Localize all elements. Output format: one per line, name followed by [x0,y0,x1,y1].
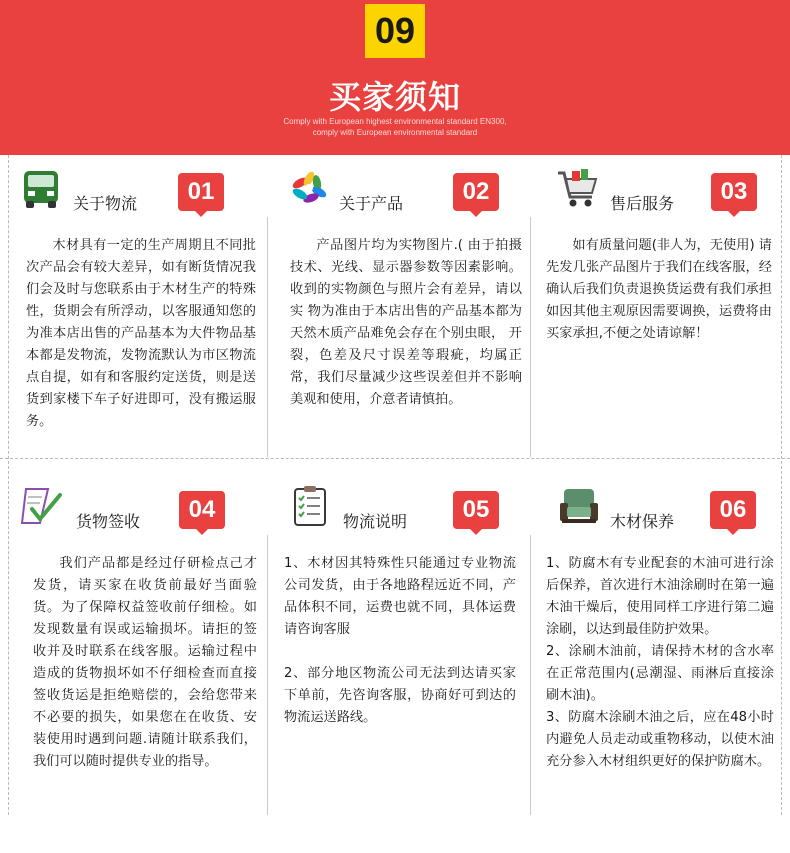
section-title: 关于物流 [73,194,138,213]
header-banner [0,0,790,155]
section-paragraph: 2、涂刷木油前，请保持木材的含水率在正常范围内(忌潮湿、雨淋后直接涂刷木油)。 [546,644,774,703]
armchair-icon [556,483,602,529]
section-receiving [0,473,263,793]
section-number-badge: 09 [365,4,425,58]
section-body [26,235,256,433]
section-title: 物流说明 [343,512,408,531]
section-paragraph: 1、木材因其特殊性只能通过专业物流公司发货，由于各地路程远近不同，产品体积不同，运费也就不同，具体运费请咨询客服 [284,556,516,637]
section-header [0,155,263,217]
section-after-sales [530,155,790,475]
section-body [546,235,772,345]
section-header [0,473,263,535]
clipboard-checklist-icon [287,483,333,529]
section-shipping-notes [267,473,530,793]
color-swatch-icon [285,165,331,211]
section-body [284,553,516,729]
section-number: 02 [453,173,499,211]
section-title: 关于产品 [339,194,404,213]
truck-icon [18,165,64,211]
section-paragraph: 2、部分地区物流公司无法到达请买家下单前，先咨询客服，协商好可到达的物流运送路线。 [284,666,516,725]
section-header [530,155,790,217]
notice-grid [0,155,790,853]
section-paragraph: 3、防腐木涂刷木油之后，应在48小时内避免人员走动或重物移动，以使木油充分参入木材组织更好的保护防腐木。 [546,710,774,769]
subtitle-line: Comply with European highest environmental standard EN300, [283,117,507,126]
section-paragraph: 1、防腐木有专业配套的木油可进行涂后保养，首次进行木油涂刷时在第一遍木油干燥后，使用同样工序进行第二遍涂刷，以达到最佳防护效果。 [546,556,774,637]
section-paragraph: 我们产品都是经过仔研检点己才发货，请买家在收货前最好当面验货。为了保障权益签收前仔细检。如发现数量有误或运输损坏。请拒的签收并及时联系在线客服。运输过程中造成的货物损坏如不仔细检查而直接签收货运是拒绝赔偿的，会给您带来不必要的损失，如果您在在收货、安装使用时遇到问题.请随计联系我们，我们可以随时提供专业的指导。 [33,556,257,769]
section-title: 售后服务 [610,194,675,213]
section-number: 04 [179,491,225,529]
section-number: 06 [710,491,756,529]
section-number: 05 [453,491,499,529]
section-wood-care [530,473,790,793]
section-body [290,235,522,411]
section-number: 01 [178,173,224,211]
section-title: 木材保养 [610,512,675,531]
section-logistics [0,155,263,475]
page-subtitle [0,116,790,138]
shopping-cart-icon [554,165,600,211]
section-header [530,473,790,535]
section-header [267,473,530,535]
section-product [267,155,530,475]
section-body [33,553,257,773]
page-title: 买家须知 [328,78,461,116]
section-body [546,553,774,773]
section-paragraph: 产品图片均为实物图片.( 由于拍摄技术、光线、显示器参数等因素影响。收到的实物颜色与照片会有差异，请以实 物为准由于本店出售的产品基本都为天然木质产品难免会存在个别虫眼， 开裂，色差及尺寸误差等瑕疵，均属正常，我们尽量减少这些误差但并不影响美观和使用，介意者请慎拍。 [290,238,522,407]
subtitle-line: comply with European environmental standard [312,128,478,137]
section-paragraph: 如有质量问题(非人为，无使用) 请先发几张产品图片于我们在线客服，经确认后我们负责退换货运费有我们承担如因其他主观原因需要调换，运费将由买家承担,不便之处请谅解！ [546,238,772,341]
section-title: 货物签收 [76,512,141,531]
section-number: 03 [711,173,757,211]
section-header [267,155,530,217]
section-paragraph: 木材具有一定的生产周期且不同批次产品会有较大差异，如有断货情况我们会及时与您联系由于木材生产的特殊性，货期会有所浮动，以客服通知您的为准本店出售的产品基本为大件物品基本都是发物流，发物流默认为市区物流点自提，如有和客服约定送货，则是送货到家楼下车子好进即可，没有搬运服务。 [26,238,256,429]
checkmark-document-icon [18,483,64,529]
